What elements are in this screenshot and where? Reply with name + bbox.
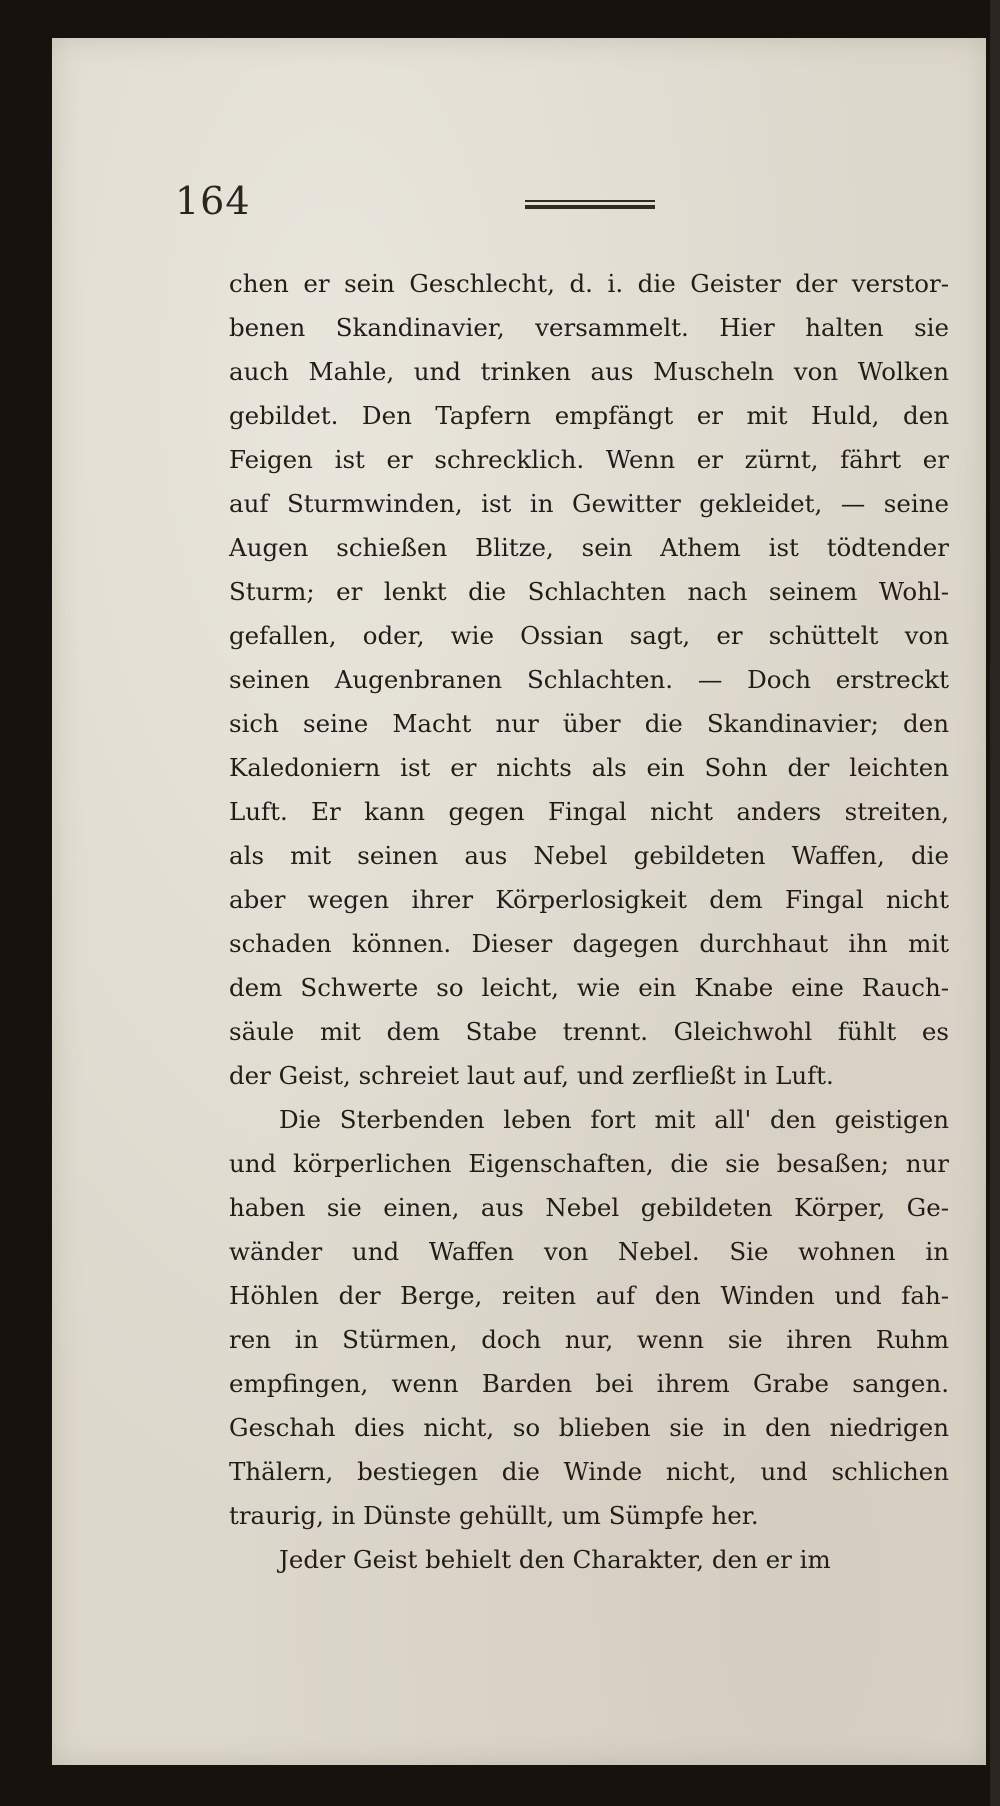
text-line: ren in Stürmen, doch nur, wenn sie ihren Ruhm — [229, 1325, 949, 1354]
text-line: auch Mahle, und trinken aus Muscheln von Wolken — [229, 357, 949, 386]
header-rule-thin — [525, 200, 655, 202]
text-line: Luft. Er kann gegen Fingal nicht anders streiten, — [229, 797, 949, 826]
text-line: haben sie einen, aus Nebel gebildeten Körper, Ge- — [229, 1193, 949, 1222]
text-line: chen er sein Geschlecht, d. i. die Geister der verstor- — [229, 269, 949, 298]
page-number: 164 — [175, 179, 251, 223]
text-line: Geschah dies nicht, so blieben sie in den niedrigen — [229, 1413, 949, 1442]
text-line: empfingen, wenn Barden bei ihrem Grabe sangen. — [229, 1369, 949, 1398]
text-line: auf Sturmwinden, ist in Gewitter gekleidet, — seine — [229, 489, 949, 518]
header-rule — [525, 200, 655, 209]
text-line: aber wegen ihrer Körperlosigkeit dem Fingal nicht — [229, 885, 949, 914]
paragraph — [229, 1538, 949, 1582]
text-line: Augen schießen Blitze, sein Athem ist tödtender — [229, 533, 949, 562]
text-line: Jeder Geist behielt den Charakter, den er im — [279, 1545, 831, 1574]
text-line: seinen Augenbranen Schlachten. — Doch erstreckt — [229, 665, 949, 694]
text-line: Feigen ist er schrecklich. Wenn er zürnt, fährt er — [229, 445, 949, 474]
text-line: schaden können. Dieser dagegen durchhaut ihn mit — [229, 929, 949, 958]
text-line: wänder und Waffen von Nebel. Sie wohnen in — [229, 1237, 949, 1266]
body-text — [229, 262, 949, 1582]
text-line: Höhlen der Berge, reiten auf den Winden und fah- — [229, 1281, 949, 1310]
text-line: benen Skandinavier, versammelt. Hier halten sie — [229, 313, 949, 342]
text-line: Sturm; er lenkt die Schlachten nach seinem Wohl- — [229, 577, 949, 606]
text-line: gefallen, oder, wie Ossian sagt, er schüttelt von — [229, 621, 949, 650]
text-line: säule mit dem Stabe trennt. Gleichwohl fühlt es — [229, 1017, 949, 1046]
book-edge — [990, 0, 1000, 1806]
text-line: Thälern, bestiegen die Winde nicht, und schlichen — [229, 1457, 949, 1486]
paragraph — [229, 1098, 949, 1538]
text-line: dem Schwerte so leicht, wie ein Knabe eine Rauch- — [229, 973, 949, 1002]
text-line: traurig, in Dünste gehüllt, um Sümpfe her. — [229, 1501, 759, 1530]
text-line: sich seine Macht nur über die Skandinavier; den — [229, 709, 949, 738]
paragraph — [229, 262, 949, 1098]
text-line: Die Sterbenden leben fort mit all' den geistigen — [279, 1105, 949, 1134]
text-line: und körperlichen Eigenschaften, die sie besaßen; nur — [229, 1149, 949, 1178]
text-line: gebildet. Den Tapfern empfängt er mit Huld, den — [229, 401, 949, 430]
text-line: der Geist, schreiet laut auf, und zerfließt in Luft. — [229, 1061, 834, 1090]
page-header — [175, 178, 735, 228]
text-line: als mit seinen aus Nebel gebildeten Waffen, die — [229, 841, 949, 870]
text-line: Kaledoniern ist er nichts als ein Sohn der leichten — [229, 753, 949, 782]
header-rule-thick — [525, 205, 655, 209]
